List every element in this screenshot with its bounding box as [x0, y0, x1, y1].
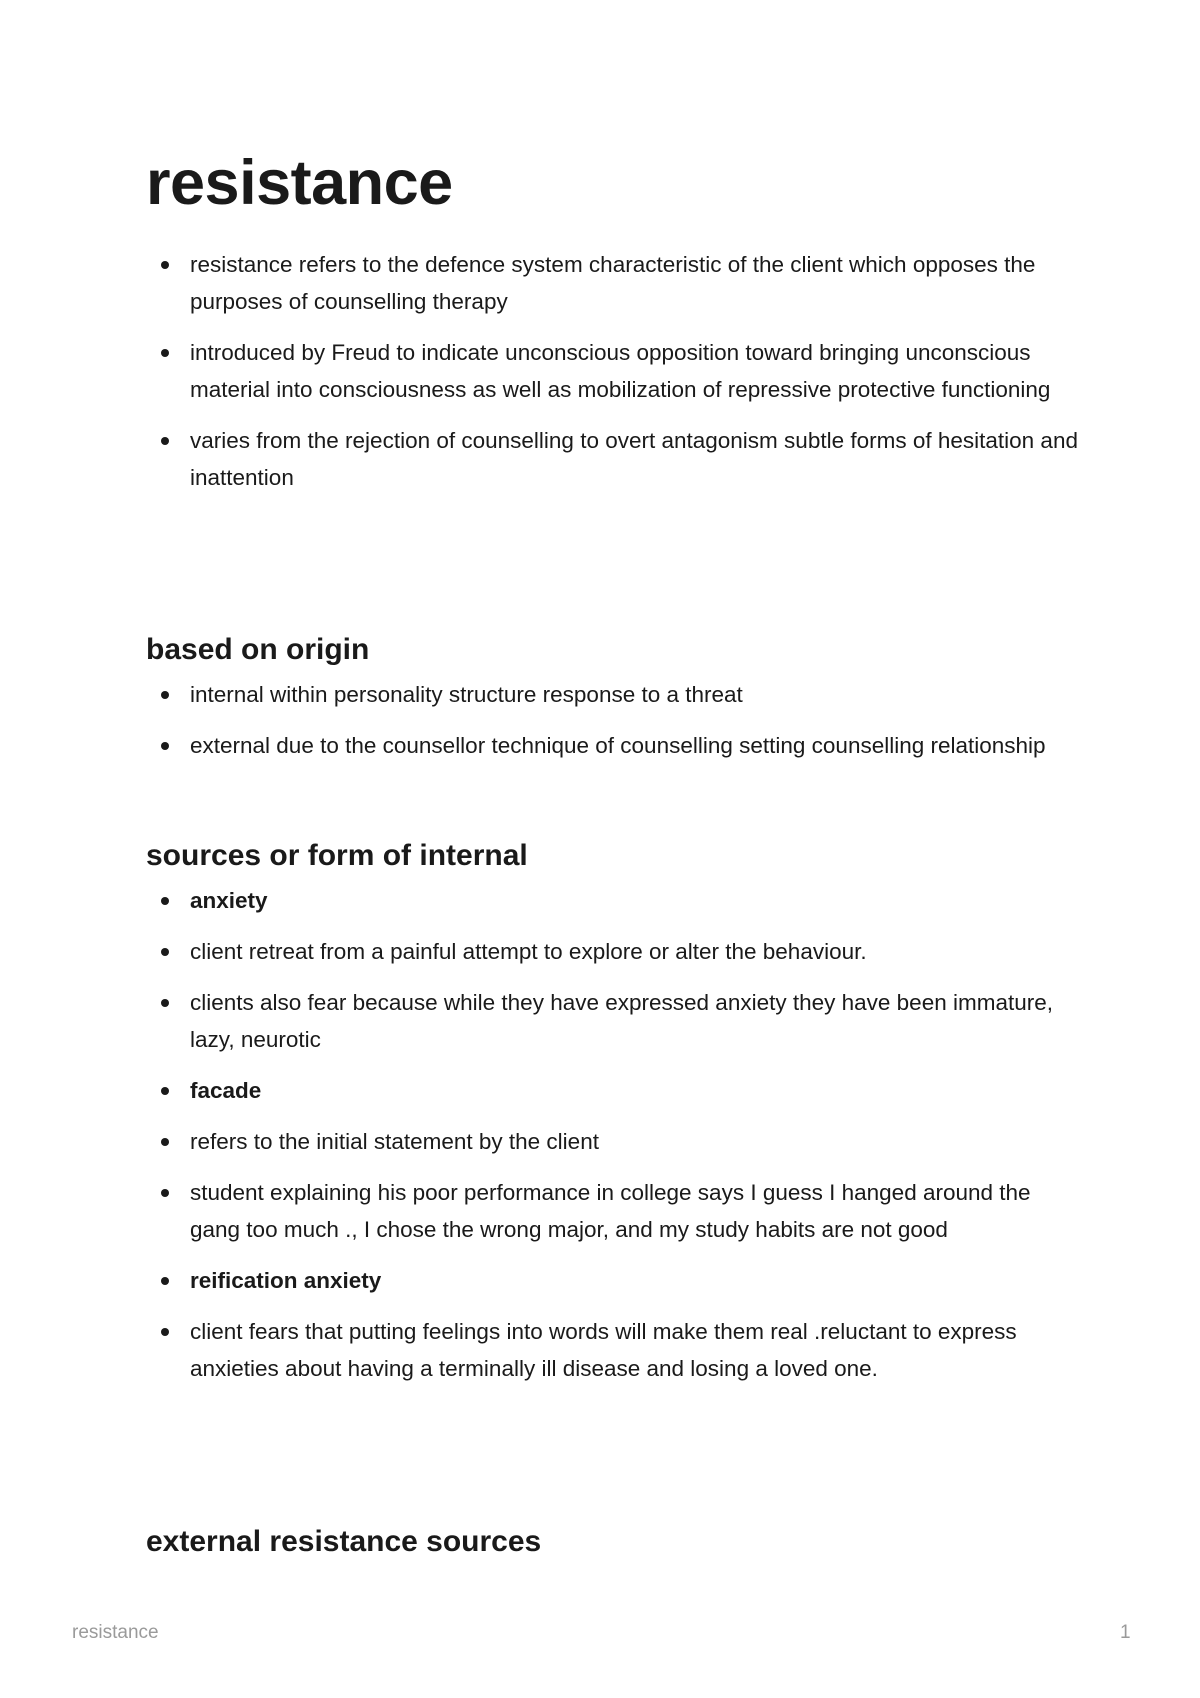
internal-section	[146, 836, 1086, 1401]
page-title: resistance	[146, 148, 453, 218]
list-item: reification anxiety	[146, 1262, 1086, 1299]
footer-page-number: 1	[1120, 1622, 1131, 1643]
list-item: internal within personality structure response to a threat	[146, 676, 1086, 713]
list-item: external due to the counsellor technique of counselling setting counselling relationship	[146, 727, 1086, 764]
external-section	[146, 1522, 1086, 1562]
list-item: varies from the rejection of counselling to overt antagonism subtle forms of hesitation and inattention	[146, 422, 1086, 496]
origin-list	[146, 676, 1086, 764]
list-item: refers to the initial statement by the client	[146, 1123, 1086, 1160]
list-item: client retreat from a painful attempt to explore or alter the behaviour.	[146, 933, 1086, 970]
section-heading-internal: sources or form of internal	[146, 839, 528, 872]
footer-document-label: resistance	[72, 1622, 159, 1643]
list-item: resistance refers to the defence system characteristic of the client which opposes the purposes of counselling therapy	[146, 246, 1086, 320]
section-heading-origin: based on origin	[146, 633, 370, 666]
internal-list	[146, 882, 1086, 1387]
list-item: facade	[146, 1072, 1086, 1109]
section-heading-external: external resistance sources	[146, 1525, 542, 1558]
intro-section	[146, 246, 1086, 510]
intro-list	[146, 246, 1086, 496]
list-item: anxiety	[146, 882, 1086, 919]
origin-section	[146, 630, 1086, 778]
list-item: student explaining his poor performance in college says I guess I hanged around the gang too much ., I chose the wrong major, and my study habits are not good	[146, 1174, 1086, 1248]
list-item: introduced by Freud to indicate unconscious opposition toward bringing unconscious material into consciousness as well as mobilization of repressive protective functioning	[146, 334, 1086, 408]
list-item: client fears that putting feelings into words will make them real .reluctant to express anxieties about having a terminally ill disease and losing a loved one.	[146, 1313, 1086, 1387]
list-item: clients also fear because while they have expressed anxiety they have been immature, lazy, neurotic	[146, 984, 1086, 1058]
